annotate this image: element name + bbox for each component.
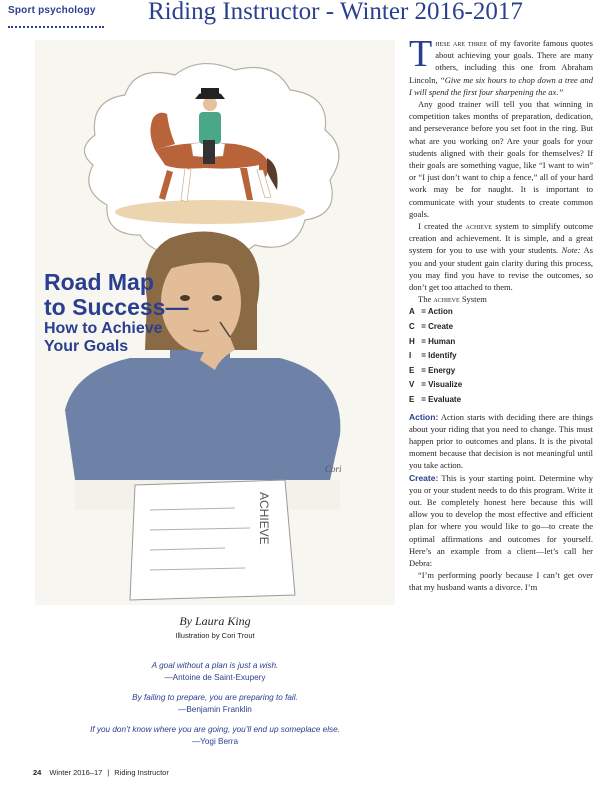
page-footer xyxy=(33,768,169,777)
quote-item xyxy=(45,660,385,683)
feature-title-line1: Road Map xyxy=(44,269,154,295)
feature-subtitle-line2: Your Goals xyxy=(44,338,129,355)
action-label: Action: xyxy=(409,411,439,422)
achieve-list xyxy=(409,305,593,407)
article-paragraph: “I’m performing poorly because I can’t get over that my husband wants a divorce. I’m xyxy=(409,570,593,593)
article-paragraph: Any good trainer will tell you that winning in competition takes months of preparation, dedication, and perseverance before you set foot in the ring. But what are you working on? Are your goals for your students aligned with their goals for themselves? If their goals are something vague, like “I want to win” or “I just don’t want to chip a fence,” all of your hard work may be for naught. It is important to communicate with your students to create common goals. xyxy=(409,99,593,219)
section-label: Sport psychology xyxy=(8,5,96,16)
achieve-item: E = Evaluate xyxy=(409,395,462,405)
quote-item xyxy=(45,724,385,747)
achieve-item: I = Identify xyxy=(409,351,457,361)
byline: By Laura King xyxy=(179,614,251,628)
achieve-item: E = Energy xyxy=(409,365,456,375)
quote-text: By failing to prepare, you are preparing to fail. xyxy=(132,693,298,702)
achieve-item: C = Create xyxy=(409,322,454,332)
drop-cap: T xyxy=(409,33,433,75)
footer-issue: Winter 2016–17 xyxy=(49,768,103,777)
create-label: Create: xyxy=(409,472,439,483)
feature-title-line2: to Success— xyxy=(44,294,189,320)
quote-author: —Antoine de Saint-Exupery xyxy=(164,673,266,682)
feature-title xyxy=(44,270,214,320)
illustration-credit: Illustration by Cori Trout xyxy=(175,631,255,640)
quote-author: —Yogi Berra xyxy=(191,737,239,746)
quote-author: —Benjamin Franklin xyxy=(178,705,252,714)
achieve-item: H = Human xyxy=(409,336,456,346)
system-heading: The achieve System xyxy=(418,294,487,305)
arena-ground xyxy=(115,200,305,224)
quote-text: If you don’t know where you are going, you’ll end up someplace else. xyxy=(90,725,340,734)
feature-subtitle xyxy=(44,320,204,356)
achieve-item: V = Visualize xyxy=(409,380,463,390)
quote-item xyxy=(45,692,385,715)
artist-signature: Cori xyxy=(325,464,342,474)
lincoln-quote: “Give me six hours to chop down a tree and I will spend the first four sharpening the ax.” xyxy=(409,74,593,97)
sketch-letters: ACHIEVE xyxy=(257,492,271,545)
article-paragraph: These are three of my favorite famous quotes about achieving your goals. There are many others, including this one from Abraham Lincoln, “Give me six hours to chop down a tree and I will spend the first four sharpening the ax.” xyxy=(409,33,593,97)
create-paragraph: Create: This is your starting point. Determine why you or your student needs to do this program. Write it out. Be completely honest here because this will allow you to develop the most effective and efficient plan for where you would like to go—to create the optimal affirmations and outcomes for yourself. Here’s an example from a client—let’s call her Debra: xyxy=(409,472,593,569)
feature-subtitle-line1: How to Achieve xyxy=(44,320,163,337)
page-number: 24 xyxy=(33,768,42,777)
section-dotted-rule xyxy=(8,26,104,28)
intro-smallcaps: hese are three xyxy=(435,38,488,48)
article-paragraph: I created the achieve system to simplify outcome creation and achievement. It is simple, and a great system for you to use with your students. Note: As you and your student gain clarity during this process, you may find you have to revise the outcomes, so don’t get too attached to them. xyxy=(409,221,593,293)
achieve-item: A = Action xyxy=(409,307,453,317)
footer-publication: Riding Instructor xyxy=(114,768,169,777)
footer-separator: | xyxy=(107,768,110,777)
action-paragraph: Action: Action starts with deciding there are things about your riding that you need to change. This must happen prior to outcomes and plans. It is the pivotal moment because that decision is not meaningful until you take action. xyxy=(409,411,593,471)
article-body xyxy=(409,33,593,594)
magazine-title: Riding Instructor - Winter 2016-2017 xyxy=(148,0,523,25)
quote-text: A goal without a plan is just a wish. xyxy=(151,661,279,670)
quotes-block xyxy=(45,660,385,756)
